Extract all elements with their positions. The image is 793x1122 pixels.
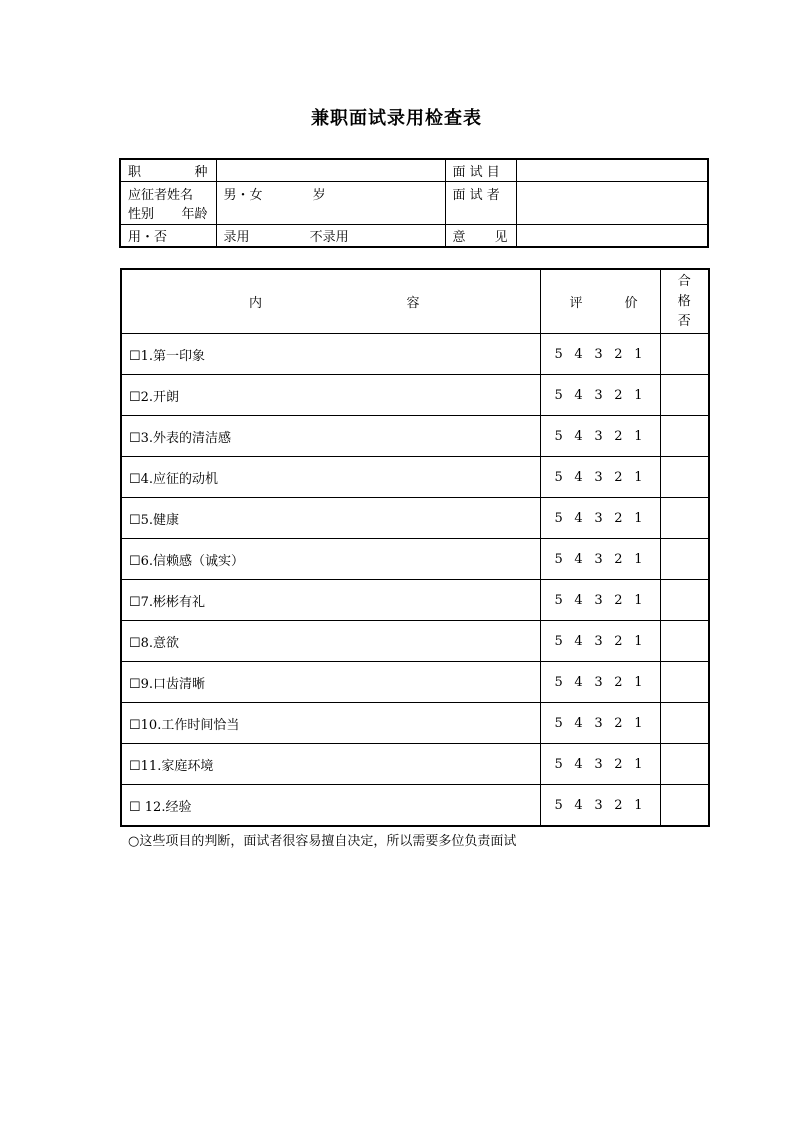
score-option[interactable]: 2 — [614, 715, 623, 731]
header-pass-cell — [660, 269, 709, 334]
hire-options-cell[interactable] — [216, 225, 445, 248]
header-pass-1: 合 — [677, 273, 691, 289]
score-option[interactable]: 1 — [634, 674, 643, 690]
score-option[interactable]: 3 — [594, 756, 603, 772]
score-option[interactable]: 2 — [614, 510, 623, 526]
score-cell — [540, 334, 660, 375]
score-option[interactable]: 2 — [614, 387, 623, 403]
pass-cell[interactable] — [660, 621, 709, 662]
score-option[interactable]: 2 — [614, 674, 623, 690]
score-option[interactable]: 3 — [594, 592, 603, 608]
checklist-item-label[interactable]: ☐1.第一印象 — [121, 334, 540, 375]
score-option[interactable]: 2 — [614, 551, 623, 567]
checklist-item-label[interactable]: ☐3.外表的清洁感 — [121, 416, 540, 457]
score-option[interactable]: 2 — [614, 756, 623, 772]
gender-label: 性别 — [128, 207, 155, 222]
header-content-a: 内 — [249, 296, 263, 311]
score-option[interactable]: 4 — [574, 756, 583, 772]
score-option[interactable]: 1 — [634, 510, 643, 526]
score-option[interactable]: 4 — [574, 797, 583, 813]
score-cell — [540, 457, 660, 498]
score-option[interactable]: 5 — [554, 715, 563, 731]
gender-value: 男・女 — [223, 188, 263, 203]
score-option[interactable]: 3 — [594, 674, 603, 690]
pass-cell[interactable] — [660, 334, 709, 375]
score-cell — [540, 580, 660, 621]
pass-cell[interactable] — [660, 498, 709, 539]
checklist-table — [120, 268, 710, 827]
pass-cell[interactable] — [660, 580, 709, 621]
pass-cell[interactable] — [660, 744, 709, 785]
pass-cell[interactable] — [660, 785, 709, 827]
checklist-item-label[interactable]: ☐4.应征的动机 — [121, 457, 540, 498]
score-option[interactable]: 5 — [554, 387, 563, 403]
score-option[interactable]: 4 — [574, 551, 583, 567]
header-content-cell — [121, 269, 540, 334]
interview-item-value-cell[interactable] — [516, 159, 708, 182]
pass-cell[interactable] — [660, 375, 709, 416]
score-option[interactable]: 3 — [594, 551, 603, 567]
interview-item-label: 面 试 目 — [445, 159, 516, 182]
table-row — [121, 703, 709, 744]
score-cell — [540, 621, 660, 662]
score-option[interactable]: 1 — [634, 387, 643, 403]
score-option[interactable]: 2 — [614, 592, 623, 608]
score-option[interactable]: 5 — [554, 756, 563, 772]
table-row — [121, 334, 709, 375]
score-option[interactable]: 2 — [614, 469, 623, 485]
score-option[interactable]: 4 — [574, 428, 583, 444]
table-row — [121, 744, 709, 785]
score-option[interactable]: 4 — [574, 715, 583, 731]
header-eval-cell — [540, 269, 660, 334]
score-option[interactable]: 3 — [594, 510, 603, 526]
score-option[interactable]: 1 — [634, 346, 643, 362]
table-row — [121, 662, 709, 703]
opinion-label-a: 意 — [452, 230, 466, 245]
score-option[interactable]: 5 — [554, 469, 563, 485]
score-option[interactable]: 4 — [574, 510, 583, 526]
score-cell — [540, 703, 660, 744]
score-cell — [540, 785, 660, 827]
applicant-value-cell[interactable] — [216, 182, 445, 225]
score-option[interactable]: 1 — [634, 428, 643, 444]
header-pass-2: 格 — [677, 293, 691, 309]
checklist-item-label[interactable]: ☐2.开朗 — [121, 375, 540, 416]
score-cell — [540, 744, 660, 785]
score-option[interactable]: 3 — [594, 428, 603, 444]
table-row — [121, 457, 709, 498]
header-eval-b: 价 — [624, 296, 638, 311]
pass-cell[interactable] — [660, 539, 709, 580]
table-row — [121, 621, 709, 662]
checklist-item-label[interactable]: ☐8.意欲 — [121, 621, 540, 662]
applicant-name-label: 应征者姓名 — [128, 188, 194, 203]
table-row — [121, 539, 709, 580]
table-row — [121, 785, 709, 827]
table-row — [121, 498, 709, 539]
pass-cell[interactable] — [660, 416, 709, 457]
score-option[interactable]: 1 — [634, 592, 643, 608]
header-eval-a: 评 — [569, 296, 583, 311]
score-option[interactable]: 5 — [554, 797, 563, 813]
score-option[interactable]: 3 — [594, 797, 603, 813]
score-option[interactable]: 1 — [634, 633, 643, 649]
job-label-a: 职 — [128, 165, 142, 180]
score-option[interactable]: 4 — [574, 346, 583, 362]
header-pass-3: 否 — [677, 313, 691, 329]
header-content-b: 容 — [406, 296, 420, 311]
score-option[interactable]: 4 — [574, 469, 583, 485]
interviewer-label: 面 试 者 — [445, 182, 516, 225]
opinion-label-b: 见 — [494, 230, 508, 245]
checklist-item-label[interactable]: ☐11.家庭环境 — [121, 744, 540, 785]
checklist-item-label[interactable]: ☐9.口齿清晰 — [121, 662, 540, 703]
info-table — [119, 158, 709, 248]
hire-label: 用・否 — [120, 225, 216, 248]
table-row — [121, 416, 709, 457]
score-option[interactable]: 3 — [594, 469, 603, 485]
score-option[interactable]: 1 — [634, 797, 643, 813]
pass-cell[interactable] — [660, 457, 709, 498]
score-option[interactable]: 1 — [634, 551, 643, 567]
age-unit: 岁 — [312, 188, 326, 203]
job-value-cell[interactable] — [216, 159, 445, 182]
score-option[interactable]: 2 — [614, 633, 623, 649]
score-option[interactable]: 5 — [554, 674, 563, 690]
hire-no-option[interactable]: 不录用 — [309, 230, 349, 245]
score-option[interactable]: 5 — [554, 551, 563, 567]
score-cell — [540, 498, 660, 539]
score-option[interactable]: 5 — [554, 428, 563, 444]
score-option[interactable]: 3 — [594, 346, 603, 362]
opinion-value-cell[interactable] — [516, 225, 708, 248]
score-option[interactable]: 4 — [574, 387, 583, 403]
score-option[interactable]: 2 — [614, 428, 623, 444]
pass-cell[interactable] — [660, 662, 709, 703]
score-cell — [540, 539, 660, 580]
score-option[interactable]: 1 — [634, 469, 643, 485]
hire-yes-option[interactable]: 录用 — [223, 230, 250, 245]
footnote: ○这些项目的判断，面试者很容易擅自决定，所以需要多位负责面试 — [128, 834, 517, 849]
info-row-applicant — [120, 182, 708, 225]
score-option[interactable]: 3 — [594, 633, 603, 649]
interviewer-value-cell[interactable] — [516, 182, 708, 225]
score-option[interactable]: 4 — [574, 674, 583, 690]
checklist-header-row — [121, 269, 709, 334]
opinion-label-cell — [445, 225, 516, 248]
checklist-item-label[interactable]: ☐10.工作时间恰当 — [121, 703, 540, 744]
job-label-cell — [120, 159, 216, 182]
score-option[interactable]: 5 — [554, 510, 563, 526]
checklist-item-label[interactable]: ☐6.信赖感（诚实） — [121, 539, 540, 580]
info-row-job — [120, 159, 708, 182]
applicant-label-cell — [120, 182, 216, 225]
score-option[interactable]: 4 — [574, 592, 583, 608]
score-option[interactable]: 1 — [634, 756, 643, 772]
score-option[interactable]: 5 — [554, 346, 563, 362]
score-option[interactable]: 2 — [614, 346, 623, 362]
pass-cell[interactable] — [660, 703, 709, 744]
checklist-items — [121, 334, 709, 827]
score-option[interactable]: 3 — [594, 715, 603, 731]
score-cell — [540, 375, 660, 416]
score-option[interactable]: 5 — [554, 592, 563, 608]
score-option[interactable]: 1 — [634, 715, 643, 731]
info-row-hire — [120, 225, 708, 248]
score-cell — [540, 416, 660, 457]
table-row — [121, 580, 709, 621]
score-option[interactable]: 5 — [554, 633, 563, 649]
page-title: 兼职面试录用检查表 — [311, 108, 482, 129]
score-option[interactable]: 4 — [574, 633, 583, 649]
score-cell — [540, 662, 660, 703]
age-label: 年龄 — [181, 207, 208, 222]
checklist-item-label[interactable]: ☐ 12.经验 — [121, 785, 540, 827]
job-label-b: 种 — [194, 165, 208, 180]
score-option[interactable]: 3 — [594, 387, 603, 403]
score-option[interactable]: 2 — [614, 797, 623, 813]
table-row — [121, 375, 709, 416]
checklist-item-label[interactable]: ☐5.健康 — [121, 498, 540, 539]
checklist-item-label[interactable]: ☐7.彬彬有礼 — [121, 580, 540, 621]
